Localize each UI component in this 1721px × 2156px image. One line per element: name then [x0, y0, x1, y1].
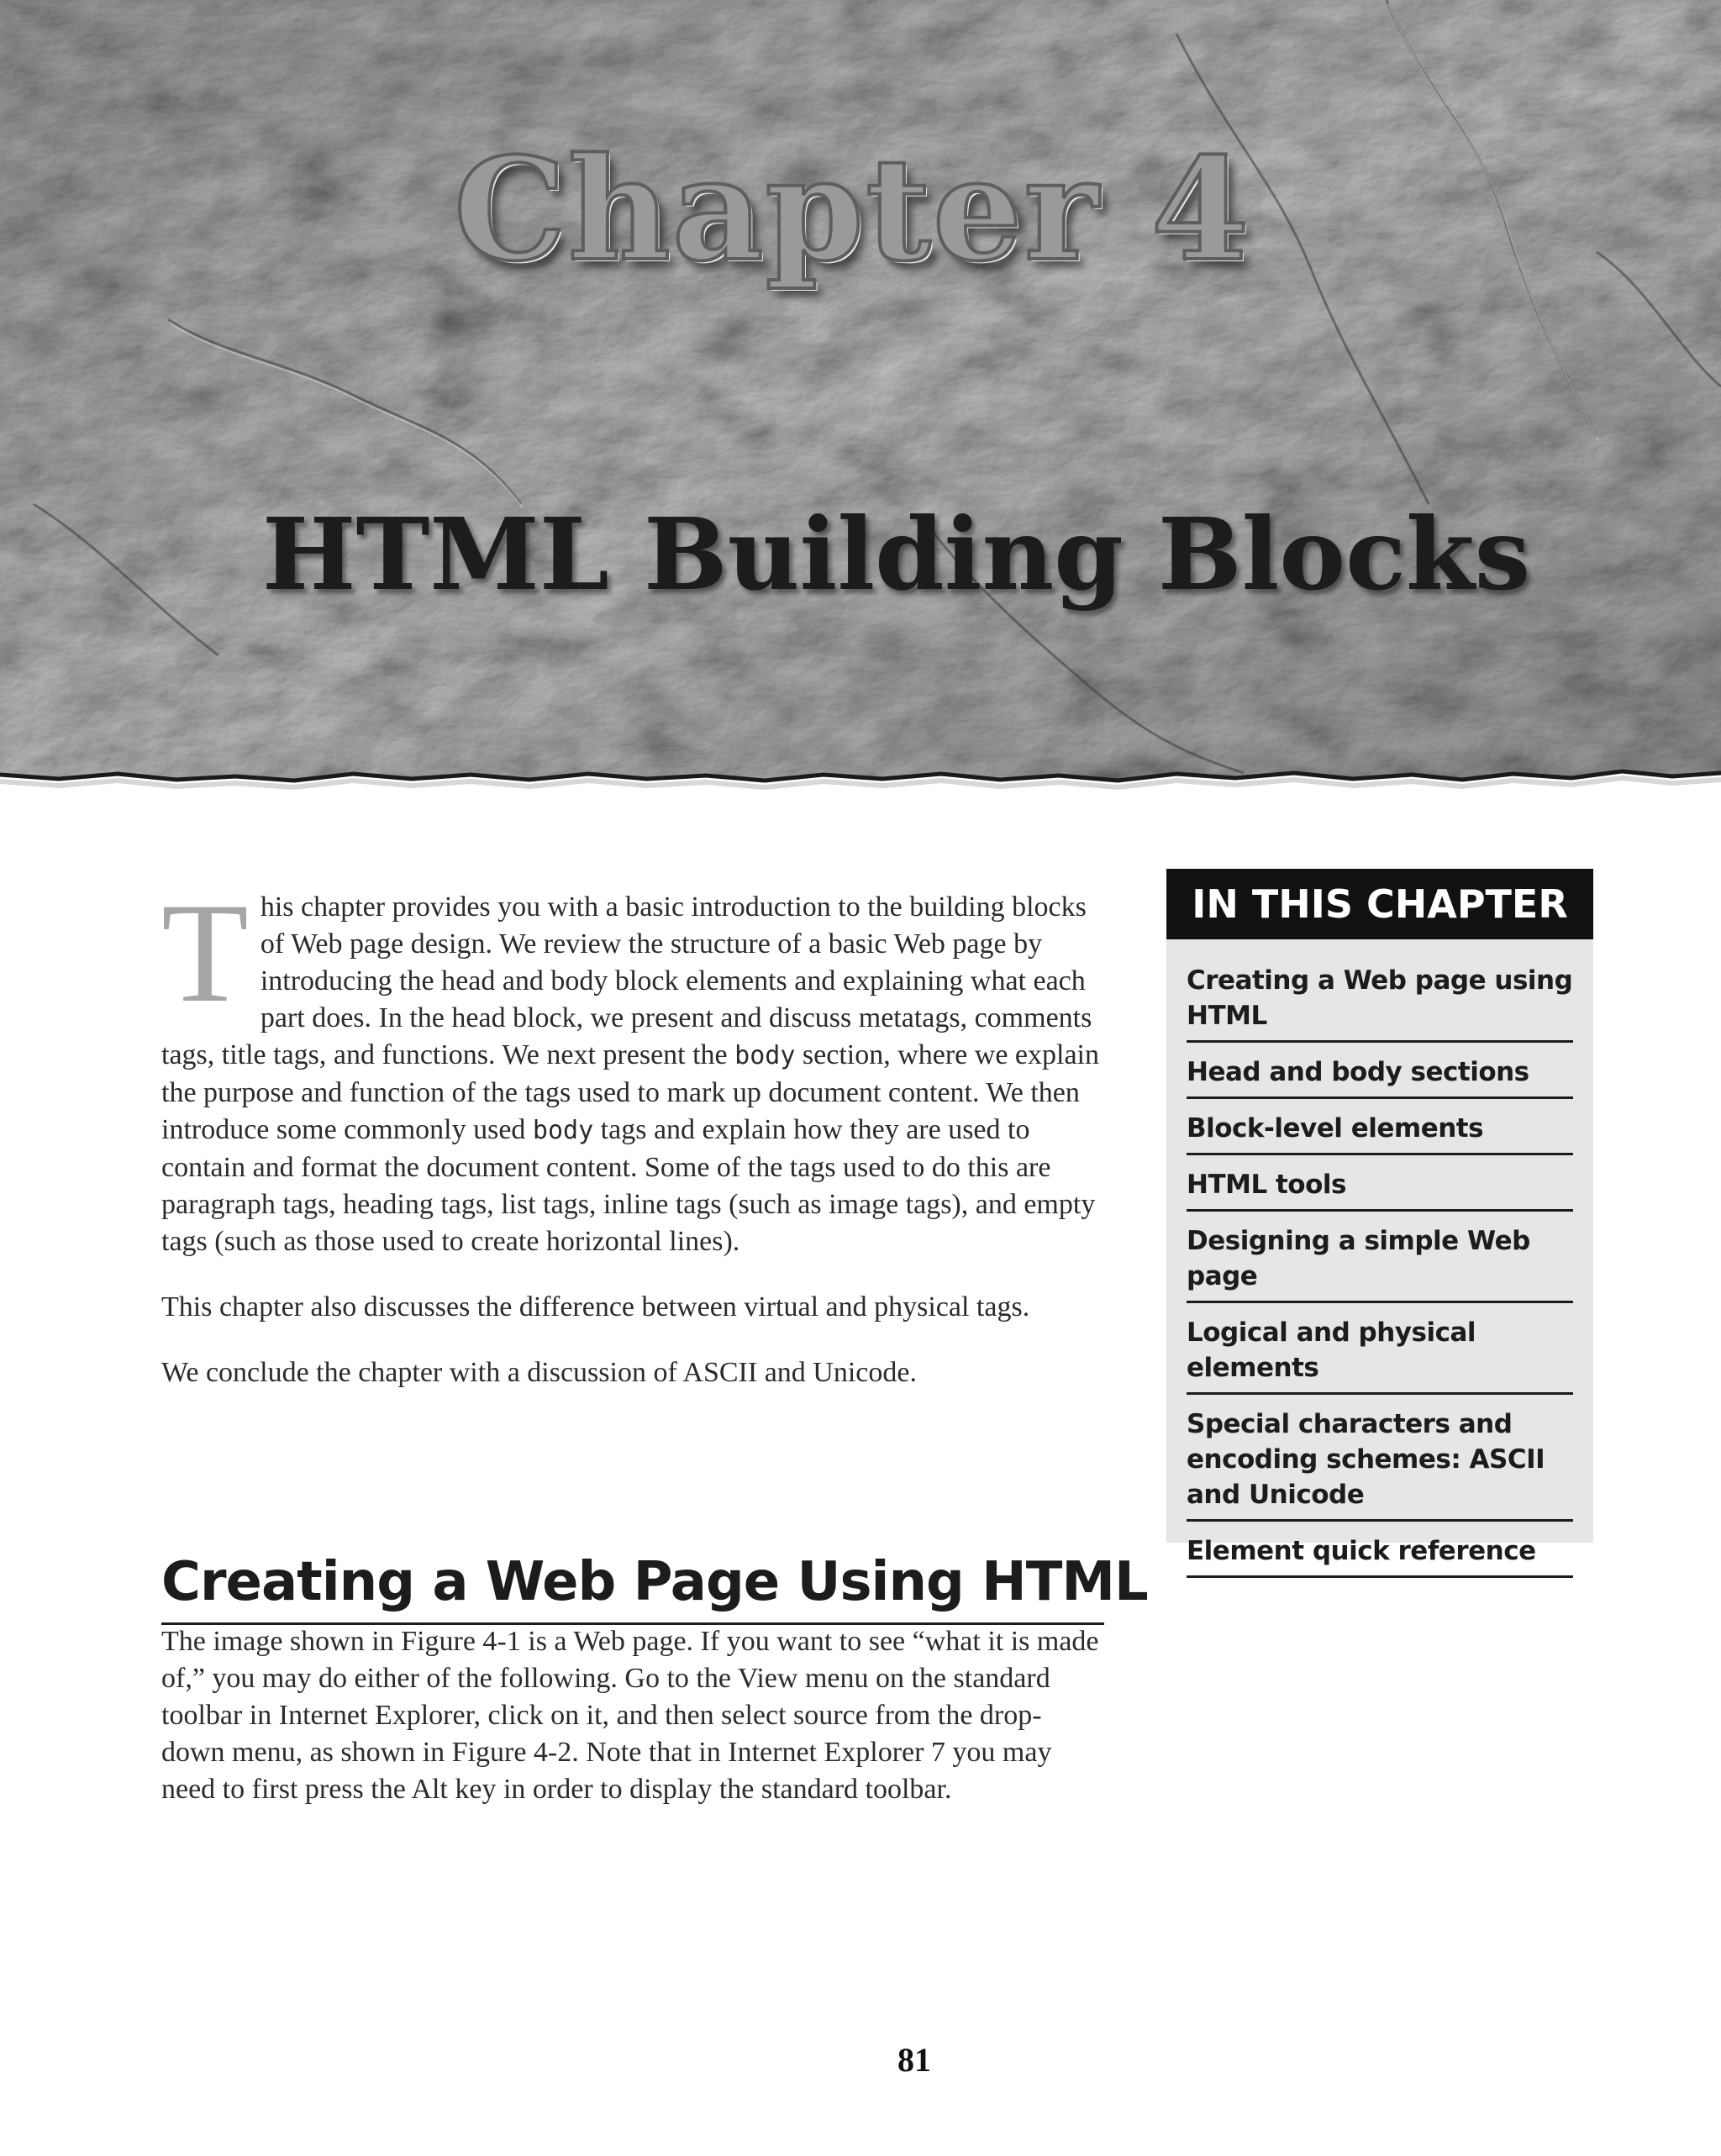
- sidebar-topic-item: Creating a Web page using HTML: [1187, 951, 1573, 1043]
- sidebar-topic-item: Block-level elements: [1187, 1099, 1573, 1155]
- chapter-banner: [0, 0, 1721, 807]
- intro-text-part: his chapter provides you with a basic introduction to the building blocks of Web page design. We review the structure of a basic Web page by introducing the head and body block elements and explaining what each part does. In the head block, we present and discuss metatags, comments tags, title tags, and functions. We next present the: [161, 891, 1092, 1070]
- intro-paragraph-1: [161, 874, 1111, 1260]
- code-body-tag: body: [734, 1041, 796, 1070]
- sidebar-topic-item: Element quick reference: [1187, 1522, 1573, 1578]
- intro-text-part: section, where we explain the purpose and function of the tags used to mark up document content. We then introduce some commonly used: [161, 1039, 1099, 1145]
- sidebar-topic-item: Head and body sections: [1187, 1043, 1573, 1099]
- sidebar-topic-list: [1166, 939, 1593, 1578]
- section-heading: Creating a Web Page Using HTML: [161, 1549, 1104, 1625]
- sidebar-topic-item: HTML tools: [1187, 1155, 1573, 1212]
- code-body-tag: body: [532, 1116, 594, 1145]
- sidebar-topic-item: Logical and physical elements: [1187, 1303, 1573, 1395]
- chapter-label: Chapter 4: [454, 126, 1251, 292]
- sidebar-topic-item: Special characters and encoding schemes: ASCII and Unicode: [1187, 1395, 1573, 1522]
- sidebar-topic-item: Designing a simple Web page: [1187, 1212, 1573, 1303]
- intro-paragraph-2: This chapter also discusses the difference between virtual and physical tags.: [161, 1291, 1030, 1323]
- intro-text-part: tags and explain how they are used to contain and format the document content. Some of the tags used to do this are paragraph tags, heading tags, list tags, inline tags (such as image tags), and empty tags (such as those used to create horizontal lines).: [161, 1114, 1096, 1257]
- chapter-title: HTML Building Blocks: [262, 496, 1531, 613]
- sidebar-title: IN THIS CHAPTER: [1166, 869, 1593, 939]
- chapter-intro: [161, 874, 1111, 1420]
- drop-cap: T: [161, 874, 249, 1032]
- in-this-chapter-sidebar: [1166, 869, 1593, 1566]
- intro-paragraph-3: We conclude the chapter with a discussion of ASCII and Unicode.: [161, 1357, 917, 1388]
- page-number: 81: [897, 2041, 931, 2079]
- stone-texture-background: [0, 0, 1721, 807]
- section-paragraph: The image shown in Figure 4-1 is a Web page. If you want to see “what it is made of,” you may do either of the following. Go to the View menu on the standard toolbar in Internet Explorer, click on it, and then select source from the drop-down menu, as shown in Figure 4-2. Note that in Internet Explorer 7 you may need to first press the Alt key in order to display the standard toolbar.: [161, 1626, 1099, 1805]
